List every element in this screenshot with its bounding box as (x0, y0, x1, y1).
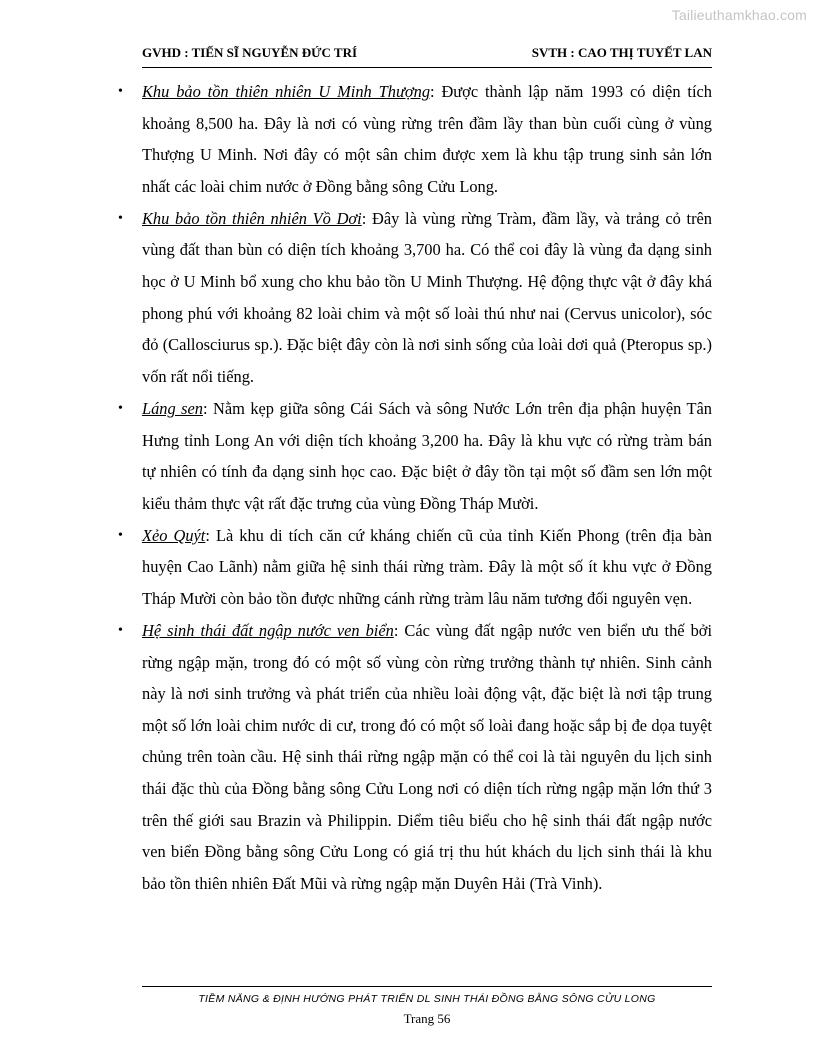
item-term: Hệ sinh thái đất ngập nước ven biển (142, 621, 394, 641)
list-item (118, 520, 712, 615)
bullet-list (118, 76, 713, 900)
list-item (118, 76, 712, 202)
item-term: Khu bảo tồn thiên nhiên U Minh Thượng (142, 82, 431, 101)
list-item (118, 393, 712, 519)
list-item (118, 203, 712, 393)
item-text: : Đây là vùng rừng Tràm, đầm lầy, và trảng cỏ trên vùng đất than bùn có diện tích khoảng 3,700 ha. Có thể coi đây là vùng đa dạng sinh học ở U Minh bổ xung cho khu bảo tồn U Minh Thượng. Hệ động thực vật ở đây khá phong phú với khoảng 82 loài chim và một số loài thú như nai (Cervus unicolor), sóc đỏ (Callosciurus sp.). Đặc biệt đây còn là nơi sinh sống của loài dơi quả (Pteropus sp.) vốn rất nổi tiếng. (142, 208, 712, 386)
item-text: : Nằm kẹp giữa sông Cái Sách và sông Nước Lớn trên địa phận huyện Tân Hưng tỉnh Long An với diện tích khoảng 3,200 ha. Đây là khu vực có rừng tràm bán tự nhiên có tính đa dạng sinh học cao. Đặc biệt ở đây tồn tại một số đầm sen lớn một kiểu thảm thực vật rất đặc trưng của vùng Đồng Tháp Mười. (142, 398, 712, 513)
item-term: Láng sen (142, 398, 204, 418)
bullet-icon: • (118, 623, 123, 639)
bullet-icon: • (118, 400, 123, 416)
list-item (118, 615, 713, 899)
footer-divider (142, 986, 712, 987)
item-text: : Được thành lập năm 1993 có diện tích khoảng 8,500 ha. Đây là nơi có vùng rừng trên đầm lầy than bùn cuối cùng ở vùng Thượng U Minh. Nơi đây có một sân chim được xem là khu tập trung sinh sản lớn nhất các loài chim nước ở Đồng bằng sông Cửu Long. (142, 82, 712, 196)
watermark-text: Tailieuthamkhao.com (671, 7, 807, 23)
header-divider (142, 67, 712, 68)
item-term: Xẻo Quýt (142, 525, 206, 545)
item-term: Khu bảo tồn thiên nhiên Vồ Dơi (142, 208, 362, 228)
header-supervisor: GVHD : TIẾN SĨ NGUYỄN ĐỨC TRÍ (142, 45, 358, 60)
page-header (142, 45, 712, 65)
bullet-icon: • (118, 527, 123, 543)
header-student: SVTH : CAO THỊ TUYẾT LAN (531, 45, 712, 60)
bullet-icon: • (118, 210, 123, 226)
item-text: : Các vùng đất ngập nước ven biển ưu thế bởi rừng ngập mặn, trong đó có một số vùng còn rừng trưởng thành tự nhiên. Sinh cảnh này là nơi sinh trưởng và phát triển của nhiều loài động vật, đặc biệt là nơi tập trung một số lớn loài chim nước di cư, trong đó có một số loài đang hoặc sắp bị đe dọa tuyệt chủng trên toàn cầu. Hệ sinh thái rừng ngập mặn có thể coi là tài nguyên du lịch sinh thái đặc thù của Đồng bằng sông Cửu Long nơi có diện tích rừng ngập mặn lớn thứ 3 trên thế giới sau Brazin và Philippin. Diểm tiêu biểu cho hệ sinh thái đất ngập nước ven biển Đồng bằng sông Cửu Long có giá trị thu hút khách du lịch sinh thái là khu bảo tồn thiên nhiên Đất Mũi và rừng ngập mặn Duyên Hải (Trà Vinh). (142, 621, 713, 893)
footer-title: TIỀM NĂNG & ĐỊNH HƯỚNG PHÁT TRIỂN DL SINH THÁI ĐỒNG BẰNG SÔNG CỬU LONG (198, 993, 656, 1005)
page-number: Trang 56 (403, 1011, 451, 1026)
item-text: : Là khu di tích căn cứ kháng chiến cũ của tỉnh Kiến Phong (trên địa bàn huyện Cao Lãnh) nằm giữa hệ sinh thái rừng tràm. Đây là một số ít khu vực ở Đồng Tháp Mười còn bảo tồn được những cánh rừng tràm lâu năm tương đối nguyên vẹn. (142, 525, 712, 608)
bullet-icon: • (118, 84, 123, 99)
